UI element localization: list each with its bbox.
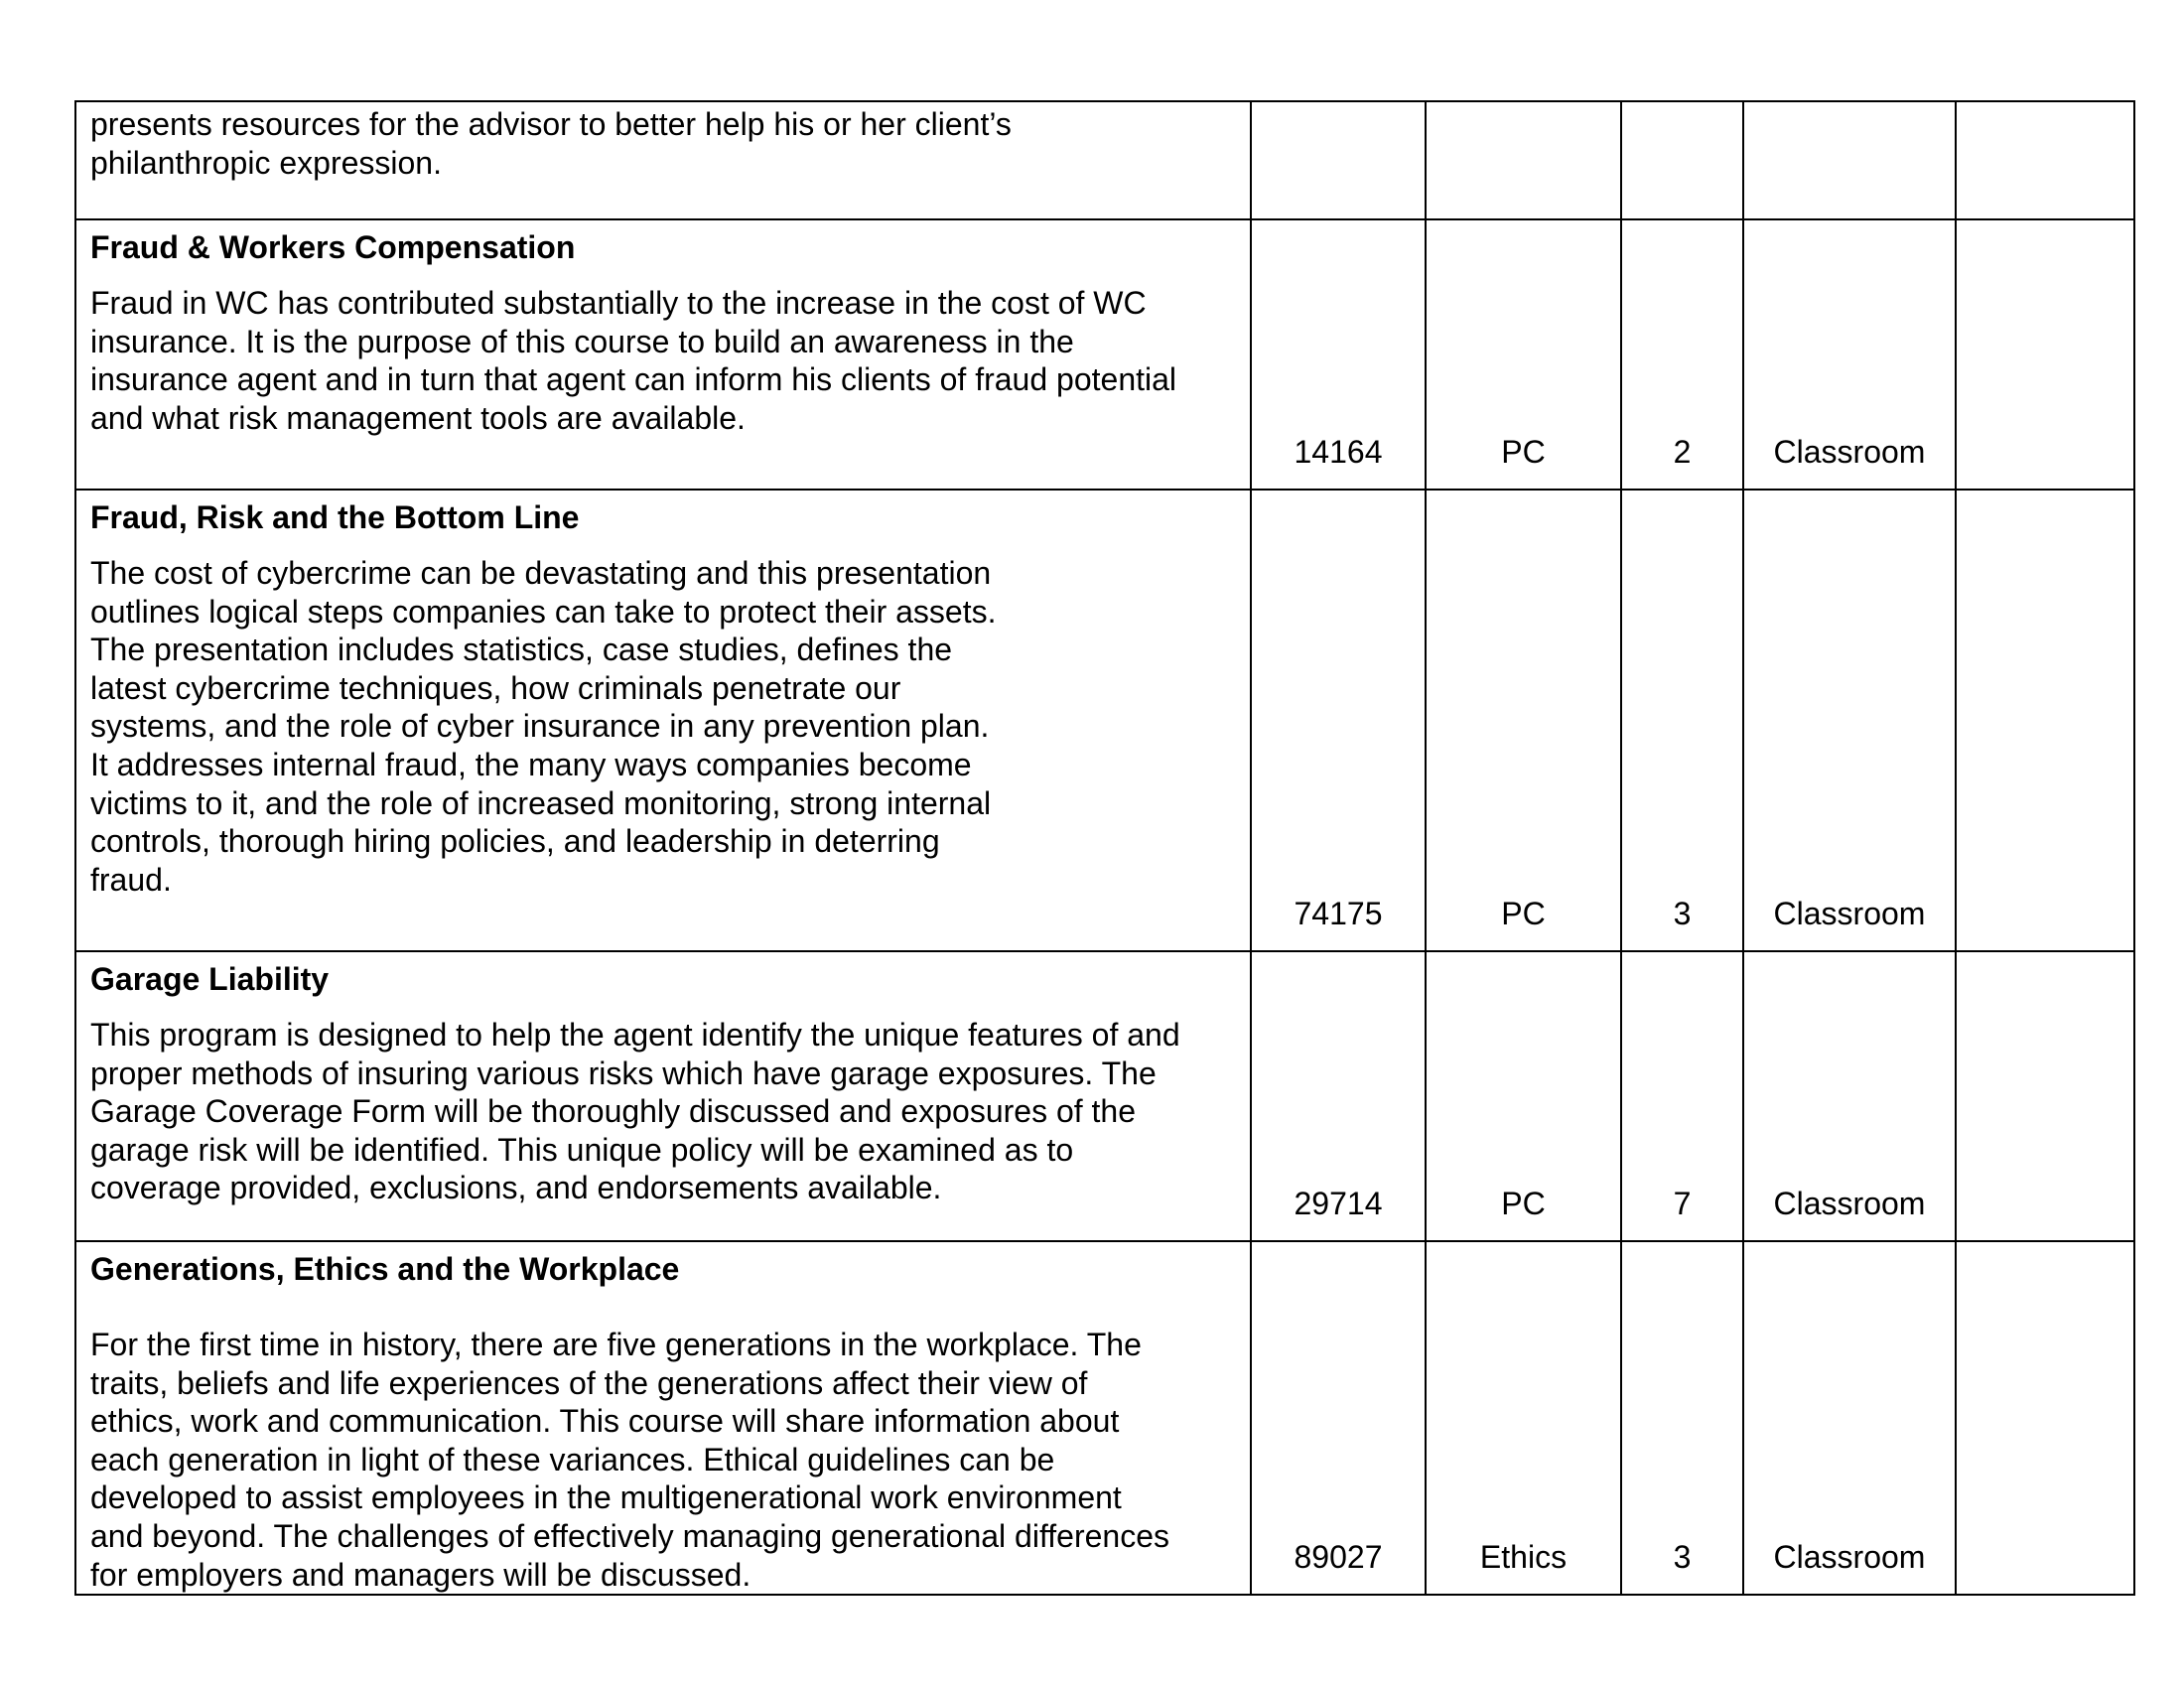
course-number — [1252, 201, 1425, 218]
course-title: Fraud & Workers Compensation — [90, 229, 576, 265]
course-extra-cell — [1956, 951, 2134, 1241]
course-number-cell — [1251, 101, 1426, 219]
table-row — [75, 219, 2134, 490]
course-extra — [1957, 1222, 2133, 1240]
course-credits: 3 — [1673, 1539, 1692, 1576]
course-title: Garage Liability — [90, 961, 330, 997]
course-extra-cell — [1956, 219, 2134, 490]
course-credits-cell — [1621, 219, 1743, 490]
course-method-cell — [1743, 1241, 1956, 1595]
course-type: Ethics — [1479, 1539, 1568, 1576]
course-type: PC — [1501, 896, 1546, 931]
course-description: presents resources for the advisor to better help his or her client’s philanthropic expression. — [90, 106, 1012, 181]
course-credits: 7 — [1673, 1186, 1692, 1221]
course-method: Classroom — [1773, 434, 1926, 470]
course-extra-cell — [1956, 1241, 2134, 1595]
course-number: 89027 — [1294, 1539, 1383, 1576]
course-type: PC — [1501, 1186, 1546, 1221]
course-credits-cell — [1621, 951, 1743, 1241]
course-extra — [1957, 932, 2133, 950]
course-method-cell — [1743, 490, 1956, 951]
course-type: PC — [1501, 434, 1546, 470]
course-credits-cell — [1621, 101, 1743, 219]
table-row — [75, 1241, 2134, 1595]
course-number-cell — [1251, 219, 1426, 490]
course-credits — [1622, 201, 1742, 218]
course-type-cell — [1426, 490, 1621, 951]
course-type-cell — [1426, 101, 1621, 219]
course-description-cell — [75, 951, 1251, 1241]
course-type-cell — [1426, 219, 1621, 490]
course-credits-cell — [1621, 1241, 1743, 1595]
course-number-cell — [1251, 490, 1426, 951]
course-number: 29714 — [1294, 1186, 1383, 1221]
course-title: Generations, Ethics and the Workplace — [90, 1251, 680, 1287]
course-title: Fraud, Risk and the Bottom Line — [90, 499, 580, 535]
table-row — [75, 101, 2134, 219]
table-row — [75, 951, 2134, 1241]
course-method: Classroom — [1773, 1539, 1926, 1576]
course-description-cell — [75, 490, 1251, 951]
course-method: Classroom — [1773, 1186, 1926, 1221]
course-credits-cell — [1621, 490, 1743, 951]
course-description: The cost of cybercrime can be devastating and this presentation outlines logical steps companies can take to protect their assets. The presentation includes statistics, case studies, defines the latest cybercrime techniques, how criminals penetrate our systems, and the role of cyber insurance in any prevention plan. It addresses internal fraud, the many ways companies become victims to it, and the role of increased monitoring, strong internal controls, thorough hiring policies, and leadership in deterring fraud. — [90, 555, 997, 898]
course-extra — [1957, 1576, 2133, 1594]
course-description: Fraud in WC has contributed substantially to the increase in the cost of WC insurance. It is the purpose of this course to build an awareness in the insurance agent and in turn that agent can inform his clients of fraud potential and what risk management tools are available. — [90, 285, 1177, 436]
course-credits: 3 — [1673, 896, 1692, 931]
course-type-cell — [1426, 1241, 1621, 1595]
course-description: For the first time in history, there are five generations in the workplace. The traits, beliefs and life experiences of the generations affect their view of ethics, work and communication. This course will share information about each generation in light of these variances. Ethical guidelines can be developed to assist employees in the multigenerational work environment and beyond. The challenges of effectively managing generational differences for employers and managers will be discussed. — [90, 1327, 1169, 1593]
course-number: 14164 — [1294, 434, 1383, 470]
course-table — [74, 100, 2135, 1596]
table-row — [75, 490, 2134, 951]
course-extra-cell — [1956, 490, 2134, 951]
course-type — [1427, 201, 1620, 218]
course-method: Classroom — [1773, 896, 1926, 931]
course-description: This program is designed to help the agent identify the unique features of and proper methods of insuring various risks which have garage exposures. The Garage Coverage Form will be thoroughly discussed and exposures of the garage risk will be identified. This unique policy will be examined as to coverage provided, exclusions, and endorsements available. — [90, 1017, 1180, 1206]
course-type-cell — [1426, 951, 1621, 1241]
course-number-cell — [1251, 1241, 1426, 1595]
course-extra — [1957, 471, 2133, 489]
course-method-cell — [1743, 951, 1956, 1241]
course-method-cell — [1743, 101, 1956, 219]
course-description-cell — [75, 219, 1251, 490]
course-method — [1744, 201, 1955, 218]
course-number: 74175 — [1294, 896, 1383, 931]
course-extra — [1957, 201, 2133, 218]
course-credits: 2 — [1673, 434, 1692, 470]
course-extra-cell — [1956, 101, 2134, 219]
course-number-cell — [1251, 951, 1426, 1241]
course-method-cell — [1743, 219, 1956, 490]
course-description-cell — [75, 101, 1251, 219]
course-description-cell — [75, 1241, 1251, 1595]
